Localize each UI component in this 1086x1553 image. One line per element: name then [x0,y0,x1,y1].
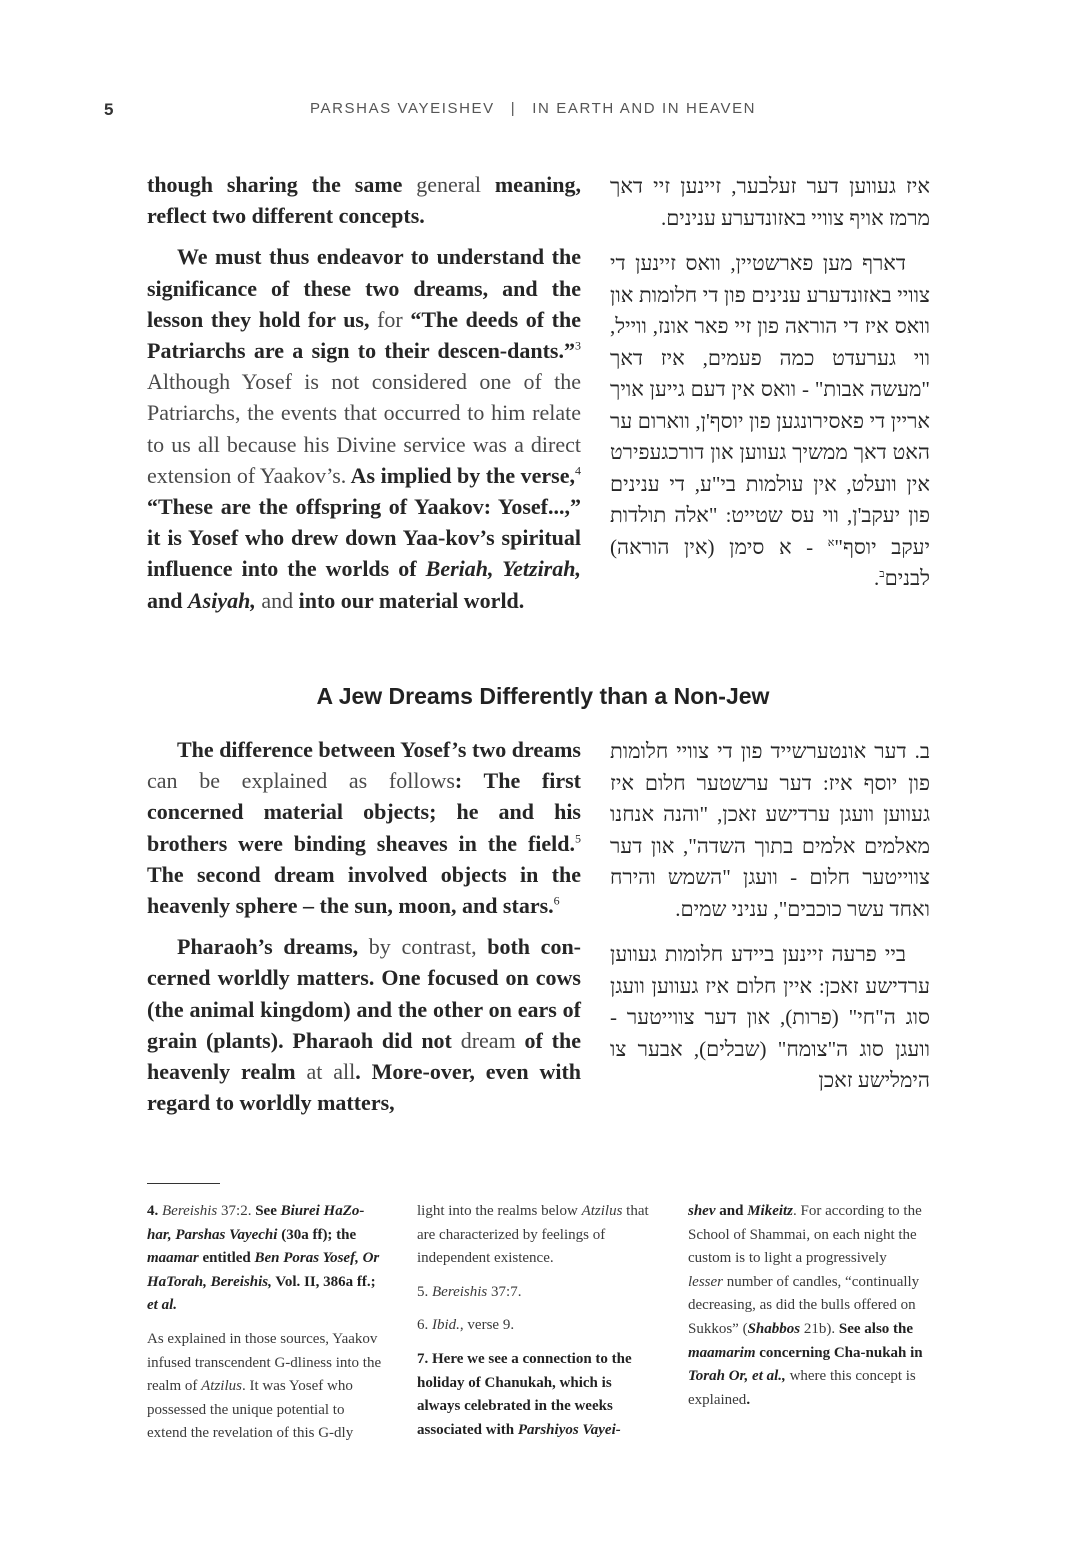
footnote-ref-4: 4 [575,463,581,478]
footnote-7 [417,1348,653,1442]
text-run: (30a ff); the [277,1226,357,1243]
text-run: Bereishis [162,1203,218,1219]
text-run: . For according to the School of Shammai, on each night the custom is to light a progressively [688,1203,922,1267]
text-run: dream [460,1027,516,1053]
text-run: Pharaoh’s dreams, [177,934,359,960]
text-run: of the heavenly realm [147,1027,582,1085]
text-run: Biurei HaZo-har, Parshas Vayechi [147,1203,365,1243]
text-run: and [715,1203,748,1219]
text-run: Bereishis [432,1283,488,1300]
text-run: Atzilus [201,1378,242,1395]
text-run: both con-cerned worldly matters. One focused on cows (the animal kingdom) and the other on ears of grain (plants). Pharaoh did not [147,934,582,1053]
text-run: maamarim [688,1344,756,1361]
text-run: דארף מען פארשטיין, וואס זיינען די צוויי באזונדערע ענינים פון די חלומות און וואס איז די הוראה פון זיי פאר אונז, ווייל, ווי גערעדט כמה פעמים, איז דאך "מעשה אבות" - וואס אין דעם גייען אויך אריין די פאסירונגען פון יוסף'ן, ווארום ער האט דאך ממשיך געווען און דורכגעפירט אין וועלט, אין עולמות בי"ע, די ענינים פון יעקב'ן, ווי עס שטייט: "אלה תולדות יעקב יוסף" [610,251,931,559]
yiddish-column-section-1 [610,171,930,609]
paragraph-4 [147,931,581,1118]
footnote-4-continued-2 [417,1200,653,1271]
text-run: The second dream involved objects in the heavenly sphere – the sun, moon, and stars. [147,861,581,919]
text-run: Parshiyos Vayei- [517,1421,621,1438]
footnote-ref-5: 5 [575,831,581,846]
text-run: . [746,1391,751,1408]
text-run: 37:2. [217,1203,256,1219]
english-column-section-1 [147,169,581,626]
text-run: by contrast, [358,934,488,960]
text-run: entitled [198,1250,255,1267]
text-run: - א סימן (אין הוראה) לבנים [610,534,930,590]
text-run: et al. [147,1297,177,1314]
footnote-rule [147,1183,220,1184]
text-run: Ibid. [432,1317,460,1334]
yiddish-paragraph-4: ביי פרעה זיינען ביידע חלומות געווען ערדישע זאכן: איין חלום איז געווען וועגן סוג ה"חי" (פרות), און דער צווייטער - וועגן סוג ה"צומח" (שבלים), אבער צו הימלישע זאכן [610,942,930,1092]
yiddish-paragraph-3: ב. דער אונטערשייד פון די צוויי חלומות פון יוסף איז: דער ערשטער חלום איז געווען וועגן ערדישע זאכן, "והנה אנחנו מאלמים אלמים בתוך השדה", און דער צווייטער חלום - וועגן "השמש והירח ואחד עשר כוכבים", עניני שמים. [610,739,930,921]
text-run: into our material world. [293,587,525,613]
text-run: 21b). [800,1320,839,1337]
running-head-separator: | [510,100,517,117]
footnote-ref-beis: ב [879,568,885,580]
footnote-6 [417,1314,653,1338]
footnote-ref-6: 6 [553,893,560,908]
text-run: Asiyah, [187,587,256,613]
text-run: where this concept is explained [688,1368,916,1408]
paragraph-2 [147,241,581,615]
text-run: Although Yosef is not considered one of the Patriarchs, the events that occurred to him relate to us all because his Divine service was a direct extension of Yaakov’s. [147,369,581,488]
text-run: Torah Or, et al., [688,1368,786,1385]
text-run: : The first concerned material objects; he and his brothers were binding sheaves in the field. [147,768,582,856]
footnote-4 [147,1200,383,1318]
text-run: 7. Here we see a connection to the holiday of Chanukah, which is always celebrated in the weeks associated with [417,1350,632,1438]
text-run: , verse 9. [459,1317,515,1334]
text-run: and [255,587,294,613]
paragraph-1 [147,169,581,231]
page-number: 5 [104,100,114,119]
paragraph-3 [147,734,581,921]
english-column-section-2 [147,734,581,1128]
footnote-ref-3: 3 [575,338,581,353]
text-run: light into the realms below [417,1203,582,1219]
section-heading: A Jew Dreams Differently than a Non-Jew [316,683,770,709]
yiddish-paragraph-2 [610,248,930,595]
text-run: Atzilus [581,1203,623,1219]
text-run: As implied by the verse, [346,462,575,488]
text-run: number of candles, “continually decreasing, as did the bulls offered on Sukkos” ( [688,1273,920,1337]
text-run: . [874,566,880,590]
footnotes-column-1 [147,1200,383,1456]
text-run: The difference between Yosef’s two dreams [177,737,581,762]
text-run: Beriah, Yetzirah, [425,556,581,582]
text-run: We must thus endeavor to understand the significance of these two dreams, and the lesson they hold for us, [147,244,581,332]
running-head-title: PARSHAS VAYEISHEV [310,100,495,117]
footnotes-column-2 [417,1200,653,1452]
text-run: See also the [838,1320,914,1337]
text-run: Shabbos [747,1320,801,1337]
text-run: As explained in those sources, Yaakov infused transcendent G-dliness into the realm of [147,1330,382,1395]
text-run: 6. [417,1317,432,1334]
footnote-number: 4. [147,1203,159,1219]
text-run: 37:7. [487,1283,522,1300]
text-run: meaning, reflect two different concepts. [147,172,581,229]
text-run: at all [295,1059,356,1085]
text-run: concerning Cha-nukah in [755,1344,923,1361]
text-run: Mikeitz [747,1203,794,1219]
yiddish-paragraph-1: איז געווען דער זעלבער, זיינען זיי דאך מרמז אויף צוויי באזונדערע ענינים. [610,174,930,230]
footnote-5 [417,1281,653,1305]
text-run: Ben Poras Yosef, Or HaTorah, Bereishis, [147,1250,380,1290]
running-head-subtitle: IN EARTH AND IN HEAVEN [532,100,757,117]
text-run: . More-over, even with regard to worldly matters, [147,1059,582,1116]
text-run: maamar [147,1250,199,1267]
text-run: “These are the offspring of Yaakov: Yosef...,” it is Yosef who drew down Yaa-kov’s spiritual influence into the worlds of [147,494,581,582]
yiddish-column-section-2 [610,736,930,1111]
text-run: general [416,172,481,197]
footnote-ref-aleph: א [827,536,835,549]
text-run: for [377,306,403,332]
text-run: lesser [688,1273,723,1290]
running-head [310,100,756,117]
footnote-4-continued [147,1328,383,1446]
text-run: shev [688,1203,716,1219]
text-run: . It was Yosef who possessed the unique potential to extend the revelation of this G-dly [147,1378,354,1442]
text-run: and [147,587,188,613]
footnotes-column-3 [688,1200,924,1422]
text-run: Vol. II, 386a ff.; [271,1273,376,1290]
text-run: “The deeds of the Patriarchs are a sign to their descen-dants.” [147,306,581,364]
text-run: that are characterized by feelings of independent existence. [417,1203,649,1267]
footnote-7-continued [688,1200,924,1412]
text-run: though sharing the same [147,172,417,197]
text-run: 5. [417,1283,432,1300]
text-run: can be explained as follows [147,768,455,794]
text-run: See [255,1203,281,1219]
